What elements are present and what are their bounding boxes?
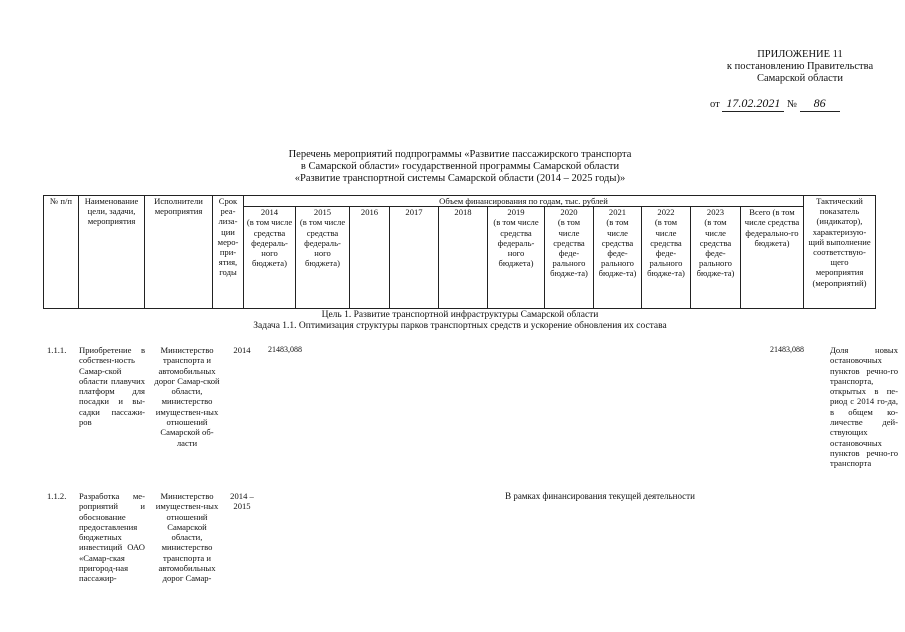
number-value: 86 (800, 96, 840, 112)
row-1-amount-2014: 21483,088 (268, 345, 302, 354)
document-title-line1: Перечень мероприятий подпрограммы «Развитие пассажирского транспорта (288, 149, 632, 160)
row-1-total: 21483,088 (770, 345, 804, 354)
document-title-line2: в Самарской области» государственной программы Самарской области (300, 161, 620, 172)
year-col-2014 (244, 207, 296, 309)
appendix-resolution: к постановлению Правительства (726, 61, 874, 72)
year-label: 2017 (405, 207, 423, 218)
col-name: Наименование цели, задачи, мероприятия (79, 196, 145, 309)
measures-table-header (43, 195, 876, 309)
year-col-2023 (691, 207, 741, 309)
col-funding: Объем финансирования по годам, тыс. рублей (244, 196, 804, 207)
year-col-2020 (545, 207, 594, 309)
row-1-term: 2014 (233, 345, 251, 355)
year-note: (в том числе средства феде-рального бюдже-та) (647, 217, 685, 279)
resolution-date-line (710, 96, 860, 110)
year-label: 2014 (260, 207, 279, 218)
year-note: (в том числе средства феде-рального бюдже-та) (550, 217, 588, 279)
year-col-2019 (488, 207, 545, 309)
year-note: (в том числе средства федераль-ного бюджета) (493, 217, 539, 269)
row-2-num: 1.1.2. (47, 491, 67, 501)
year-label: 2020 (560, 207, 578, 218)
appendix-region: Самарской области (757, 73, 843, 84)
row-1-executors: Министерство транспорта и автомобильных дорог Самар-ской области, министерство имуществен-ных отношений Самарской об-ласти (154, 345, 220, 448)
appendix-title: ПРИЛОЖЕНИЕ 11 (757, 49, 843, 60)
year-label: 2016 (360, 207, 379, 218)
year-label: 2015 (313, 207, 332, 218)
row-1-name: Приобретение в собствен-ность Самар-ской области плавучих платформ для посадки и вы-садки пассажи-ров (79, 345, 145, 428)
year-note: (в том числе средства федераль-ного бюджета) (246, 217, 293, 269)
task-heading: Задача 1.1. Оптимизация структуры парков транспортных средств и ускорение обновления их состава (253, 321, 667, 331)
year-col-2016 (350, 207, 390, 309)
year-note: (в том числе средства федераль-ного бюджета) (299, 217, 346, 269)
row-2-funding-note: В рамках финансирования текущей деятельности (505, 491, 695, 501)
col-term: Срок реа-лиза-ции меро-при-ятия, годы (213, 196, 244, 309)
date-prefix: от (710, 99, 720, 110)
document-title-line3: «Развитие транспортной системы Самарской области (2014 – 2025 годы)» (294, 173, 626, 184)
col-num: № п/п (44, 196, 79, 309)
year-col-2017 (390, 207, 439, 309)
year-note: (в том числе средства феде-рального бюдже-та) (696, 217, 735, 279)
number-prefix: № (786, 99, 797, 110)
row-2-term: 2014 – 2015 (230, 491, 254, 512)
year-label: 2023 (706, 207, 725, 218)
year-label: 2022 (657, 207, 675, 218)
year-col-2018 (439, 207, 488, 309)
year-col-2021 (594, 207, 642, 309)
col-total: Всего (в том числе средства федерально-го бюджета) (741, 207, 804, 309)
year-label: 2018 (454, 207, 472, 218)
col-executors: Исполнители мероприятия (145, 196, 213, 309)
year-col-2015 (296, 207, 350, 309)
year-label: 2019 (507, 207, 525, 218)
year-col-2022 (642, 207, 691, 309)
row-1-num: 1.1.1. (47, 345, 67, 355)
date-value: 17.02.2021 (722, 96, 784, 112)
year-label: 2021 (608, 207, 627, 218)
row-1-indicator: Доля новых остановочных пунктов речно-го транспорта, открытых в пе-риод с 2014 го-да, в общем ко-личестве дей-ствующих остановочных пунктов речно-го транспорта (830, 345, 898, 469)
col-indicator: Тактический показатель (индикатор), характеризую-щий выполнение соответствую-щего мероприятия (мероприятий) (804, 196, 876, 309)
year-note: (в том числе средства феде-рального бюдже-та) (598, 217, 637, 279)
goal-heading: Цель 1. Развитие транспортной инфраструктуры Самарской области (321, 310, 599, 320)
row-2-name: Разработка ме-роприятий и обоснование предоставления бюджетных инвестиций ОАО «Самар-ская пригород-ная пассажир- (79, 491, 145, 584)
row-2-executors: Министерство имуществен-ных отношений Самарской области, министерство транспорта и автомобильных дорог Самар- (155, 491, 219, 584)
